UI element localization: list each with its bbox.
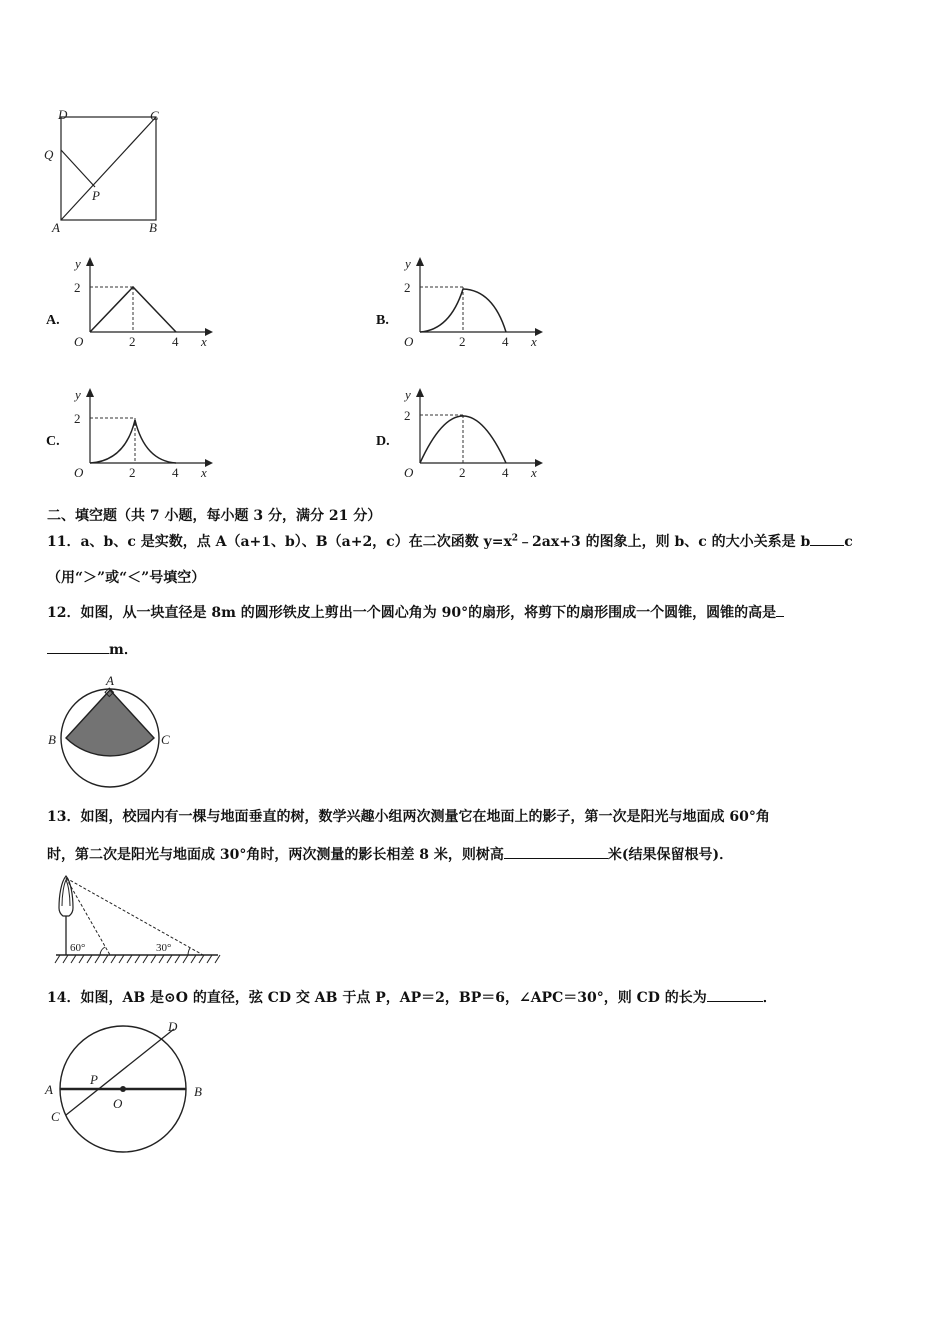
x-axis-label: x (201, 465, 207, 480)
label-D: D (168, 1019, 178, 1034)
option-a-label[interactable]: A. (46, 313, 60, 328)
q14-text: 14．如图，AB 是⊙O 的直径，弦 CD 交 AB 于点 P，AP＝2，BP＝6，∠APC＝30°，则 CD 的长为 (47, 990, 707, 1006)
label-P: P (90, 1072, 98, 1087)
y-axis-label: y (75, 387, 81, 402)
y-tick-2: 2 (404, 280, 411, 295)
q11-text-a: 11．a、b、c 是实数，点 A（a+1、b）、B（a+2，c）在二次函数 y=x (47, 534, 512, 550)
option-d-graph (395, 383, 555, 483)
y-axis-label: y (405, 256, 411, 271)
y-axis-label: y (405, 387, 411, 402)
option-d-label[interactable]: D. (376, 434, 390, 449)
label-C: C (161, 732, 170, 747)
q12-text: 12．如图，从一块直径是 8m 的圆形铁皮上剪出一个圆心角为 90°的扇形，将剪下的扇形围成一个圆锥，圆锥的高是 (47, 605, 777, 621)
q11-text-c: c (844, 534, 853, 550)
x-tick-2: 2 (129, 334, 136, 349)
tree-shadow-figure (48, 870, 228, 970)
option-c-graph (65, 383, 225, 483)
x-axis-label: x (531, 465, 537, 480)
sector-figure (42, 668, 192, 793)
circle-chord-figure (40, 1013, 220, 1163)
label-C: C (150, 108, 159, 123)
x-tick-4: 4 (502, 465, 509, 480)
angle-60-label: 60° (70, 942, 86, 954)
y-tick-2: 2 (74, 411, 81, 426)
question-12 (47, 602, 784, 622)
q11-text-b: ﹣2ax+3 的图象上，则 b、c 的大小关系是 b (518, 534, 811, 550)
q13-text-b: 米(结果保留根号)． (607, 847, 734, 863)
y-tick-2: 2 (74, 280, 81, 295)
angle-30-label: 30° (156, 942, 172, 954)
label-A: A (106, 673, 114, 688)
x-tick-2: 2 (459, 334, 466, 349)
question-14 (47, 987, 777, 1007)
x-axis-label: x (201, 334, 207, 349)
x-axis-label: x (531, 334, 537, 349)
q11-answer-blank[interactable] (810, 533, 844, 546)
q13-text-a: 时，第二次是阳光与地面成 30°角时，两次测量的影长相差 8 米，则树高 (47, 847, 504, 863)
x-tick-4: 4 (172, 334, 179, 349)
option-b-graph (395, 252, 555, 352)
label-A: A (45, 1082, 53, 1097)
q14-answer-blank[interactable] (707, 989, 763, 1002)
origin-label: O (404, 465, 414, 480)
q11-sup: 2 (511, 533, 519, 544)
option-a-graph (65, 252, 225, 352)
label-A: A (52, 220, 60, 235)
x-tick-4: 4 (502, 334, 509, 349)
y-axis-label: y (75, 256, 81, 271)
label-C: C (51, 1109, 60, 1124)
x-tick-2: 2 (129, 465, 136, 480)
label-O: O (113, 1096, 123, 1111)
q12-answer-blank-start[interactable] (776, 604, 784, 617)
label-P: P (92, 188, 100, 203)
label-B: B (149, 220, 157, 235)
q12-unit: m． (109, 642, 138, 658)
option-c-label[interactable]: C. (46, 434, 60, 449)
label-B: B (194, 1084, 202, 1099)
origin-label: O (74, 334, 84, 349)
label-B: B (48, 732, 56, 747)
label-D: D (58, 107, 68, 122)
origin-label: O (404, 334, 414, 349)
question-12-line2 (47, 639, 138, 659)
x-tick-2: 2 (459, 465, 466, 480)
q13-answer-blank[interactable] (504, 846, 608, 859)
square-figure (40, 105, 175, 240)
question-11 (47, 531, 853, 551)
label-Q: Q (44, 147, 54, 162)
question-13: 13．如图，校园内有一棵与地面垂直的树，数学兴趣小组两次测量它在地面上的影子，第一次是阳光与地面成 60°角 (47, 809, 770, 825)
question-13-line2 (47, 844, 733, 864)
y-tick-2: 2 (404, 408, 411, 423)
x-tick-4: 4 (172, 465, 179, 480)
question-11-line2: （用“＞”或“＜”号填空） (47, 570, 206, 586)
section-heading: 二、填空题（共 7 小题，每小题 3 分，满分 21 分） (47, 508, 382, 524)
q12-answer-blank[interactable] (47, 641, 109, 654)
origin-label: O (74, 465, 84, 480)
option-b-label[interactable]: B. (376, 313, 389, 328)
q14-text-end: ． (762, 990, 777, 1006)
